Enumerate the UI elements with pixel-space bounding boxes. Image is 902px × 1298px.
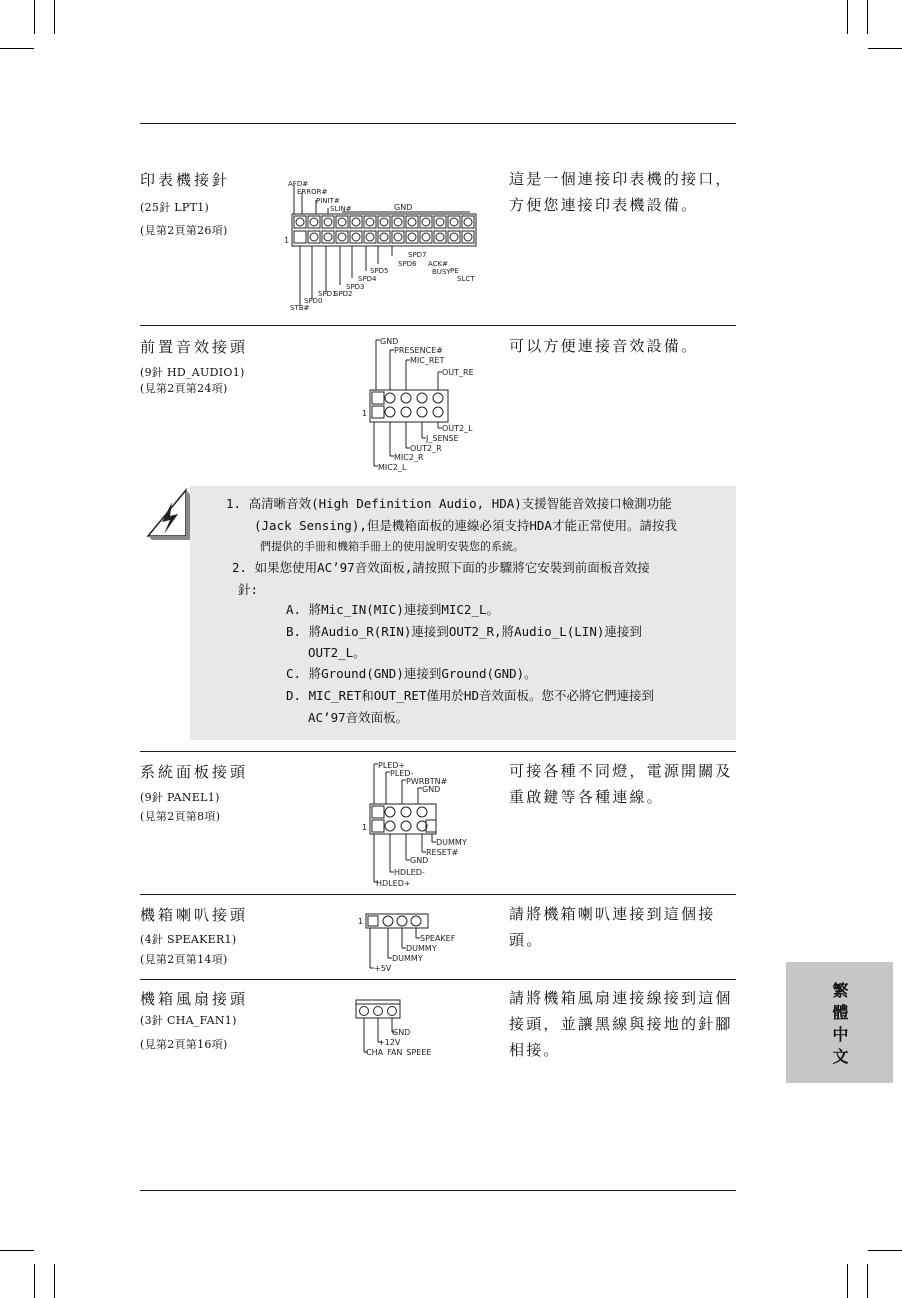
pin (436, 233, 444, 241)
header-rule (140, 123, 736, 124)
note-item: D. MIC_RET和OUT_RET僅用於HD音效面板。您不必將它們連接到 (286, 688, 654, 703)
section-pins: (9針 HD_AUDIO1) (140, 366, 245, 379)
section-title: 印表機接針 (140, 171, 231, 189)
note-line: 1. 高清晰音效(High Definition Audio, HDA)支援智能音效接口檢測功能 (226, 496, 672, 511)
pin-label: HDLED+ (376, 879, 411, 888)
pin (394, 218, 402, 226)
crop-mark (868, 48, 902, 49)
section-page-ref: (見第2頁第14項) (140, 953, 228, 966)
crop-mark (847, 0, 848, 34)
pin-label: MIC2_R (394, 453, 424, 462)
pin-label: PWRBTN# (406, 777, 448, 786)
lpt-connector-diagram (282, 172, 482, 314)
pin-label: 1 (362, 409, 368, 418)
crop-mark (868, 1250, 902, 1251)
crop-mark (0, 48, 34, 49)
pin-label: AFD# (288, 180, 309, 188)
pin-label: SPD1 (318, 290, 337, 298)
pin (408, 233, 416, 241)
hd-audio-note (190, 486, 736, 740)
section-rule (140, 894, 736, 895)
pin (450, 233, 458, 241)
pin-label: 1 (284, 236, 290, 245)
crop-mark (867, 0, 868, 34)
pin-label: MIC2_L (378, 463, 407, 472)
language-label: 繁體中文 (830, 982, 849, 1070)
lightning-warning-icon (142, 488, 192, 540)
pin (450, 218, 458, 226)
pin-label: RESET# (426, 848, 459, 857)
pin-label: SPD4 (358, 275, 377, 283)
note-item: C. 將Ground(GND)連接到Ground(GND)。 (286, 666, 537, 681)
pin (352, 233, 360, 241)
pin-label: DUMMY (406, 944, 437, 953)
note-line: 2. 如果您使用AC’97音效面板,請按照下面的步驟將它安裝到前面板音效接 (232, 560, 650, 575)
pin-label: SLIN# (330, 205, 352, 213)
pin-1-square (294, 231, 306, 243)
language-side-tab (786, 962, 893, 1083)
section-rule (140, 325, 736, 326)
section-title: 機箱喇叭接頭 (140, 906, 249, 924)
pin-label: DUMMY (392, 954, 423, 963)
note-item: A. 將Mic_IN(MIC)連接到MIC2_L。 (286, 602, 500, 617)
pin-label: +12V (378, 1038, 401, 1047)
section-desc: 可接各種不同燈，電源開關及重啟鍵等各種連線。 (509, 762, 733, 806)
crop-mark (34, 1264, 35, 1298)
section-rule (140, 751, 736, 752)
pin-label: OUT_RE (442, 368, 474, 377)
pin-label: J_SENSE (426, 434, 459, 443)
pin-label: PRESENCE# (394, 346, 443, 355)
section-page-ref: (見第2頁第26項) (140, 224, 228, 237)
pin-label: ERROR# (297, 188, 328, 196)
pin-label: PLED+ (378, 761, 406, 770)
note-line: 針: (238, 582, 259, 597)
pin (310, 233, 318, 241)
section-desc: 請將機箱風扇連接線接到這個接頭，並讓黑線與接地的針腳相接。 (509, 989, 733, 1059)
pin (464, 233, 472, 241)
pin-label: 1 (358, 917, 364, 926)
pin-label: SPD3 (346, 283, 365, 291)
pin (380, 233, 388, 241)
section-page-ref: (見第2頁第8項) (140, 810, 221, 823)
section-page-ref: (見第2頁第16項) (140, 1038, 228, 1051)
pin-label: SPD5 (370, 267, 389, 275)
section-desc: 可以方便連接音效設備。 (509, 337, 699, 355)
pin (296, 218, 304, 226)
pin-label: BUSY (432, 268, 451, 276)
note-line: 們提供的手冊和機箱手冊上的使用說明安裝您的系統。 (260, 540, 524, 553)
pin (422, 218, 430, 226)
section-title: 前置音效接頭 (140, 338, 249, 356)
crop-mark (34, 0, 35, 34)
pin (310, 218, 318, 226)
section-desc: 請將機箱喇叭連接到這個接頭。 (509, 905, 716, 949)
pin (338, 218, 346, 226)
note-item: AC’97音效面板。 (308, 710, 409, 725)
pin (394, 233, 402, 241)
note-item: B. 將Audio_R(RIN)連接到OUT2_R,將Audio_L(LIN)連接到 (286, 624, 642, 639)
pin (380, 218, 388, 226)
section-pins: (25針 LPT1) (140, 201, 210, 214)
speaker-connector-diagram (356, 910, 476, 972)
pin-label: ACK# (428, 260, 449, 268)
pin-label: SLCT (457, 275, 475, 283)
pin-label: CHA_FAN_SPEEE (366, 1048, 432, 1056)
pin-label: PINIT# (316, 197, 340, 205)
pin-label: OUT2_R (410, 444, 442, 453)
footer-rule (140, 1190, 736, 1191)
pin (422, 233, 430, 241)
pin-label: DUMMY (436, 838, 467, 847)
pin-label: SPD6 (398, 260, 417, 268)
pin-label: SPD7 (408, 251, 427, 259)
section-page-ref: (見第2頁第24項) (140, 382, 228, 395)
pin-label: GND (422, 785, 441, 794)
pin (436, 218, 444, 226)
pin-label: PLED- (390, 769, 414, 778)
crop-mark (0, 1250, 34, 1251)
section-title: 系統面板接頭 (140, 763, 249, 781)
crop-mark (867, 1264, 868, 1298)
pin (324, 233, 332, 241)
pin-label: MIC_RET (410, 356, 445, 365)
panel-connector-diagram (362, 760, 472, 888)
section-title: 機箱風扇接頭 (140, 990, 249, 1008)
chassis-fan-connector-diagram (354, 998, 454, 1056)
pin-label: GND (380, 337, 399, 346)
pin-label: STB# (290, 304, 310, 312)
pin (338, 233, 346, 241)
pin (324, 218, 332, 226)
pin-label: PE (450, 267, 459, 275)
pin (352, 218, 360, 226)
pin (366, 233, 374, 241)
section-pins: (9針 PANEL1) (140, 791, 220, 804)
pin-label: GND (394, 203, 413, 212)
pin-label: GND (392, 1028, 411, 1037)
crop-mark (54, 1264, 55, 1298)
pin (408, 218, 416, 226)
pin-label: GND (410, 856, 429, 865)
note-line: (Jack Sensing),但是機箱面板的連線必須支持HDA才能正常使用。請按我 (254, 518, 677, 533)
pin-label: +5V (374, 964, 392, 972)
section-rule (140, 979, 736, 980)
pin-label: SPD2 (334, 290, 353, 298)
pin (464, 218, 472, 226)
pin-label: SPEAKEF (420, 934, 456, 943)
section-desc: 這是一個連接印表機的接口，方便您連接印表機設備。 (509, 170, 733, 214)
crop-mark (54, 0, 55, 34)
crop-mark (847, 1264, 848, 1298)
pin-label: 1 (362, 823, 368, 832)
pin-label: OUT2_L (442, 424, 473, 433)
note-item: OUT2_L。 (308, 645, 366, 660)
hd-audio-connector-diagram (362, 336, 482, 476)
pin-label: HDLED- (394, 868, 425, 877)
pin (366, 218, 374, 226)
pin-label: SPD0 (304, 297, 323, 305)
section-pins: (3針 CHA_FAN1) (140, 1014, 237, 1027)
section-pins: (4針 SPEAKER1) (140, 933, 237, 946)
